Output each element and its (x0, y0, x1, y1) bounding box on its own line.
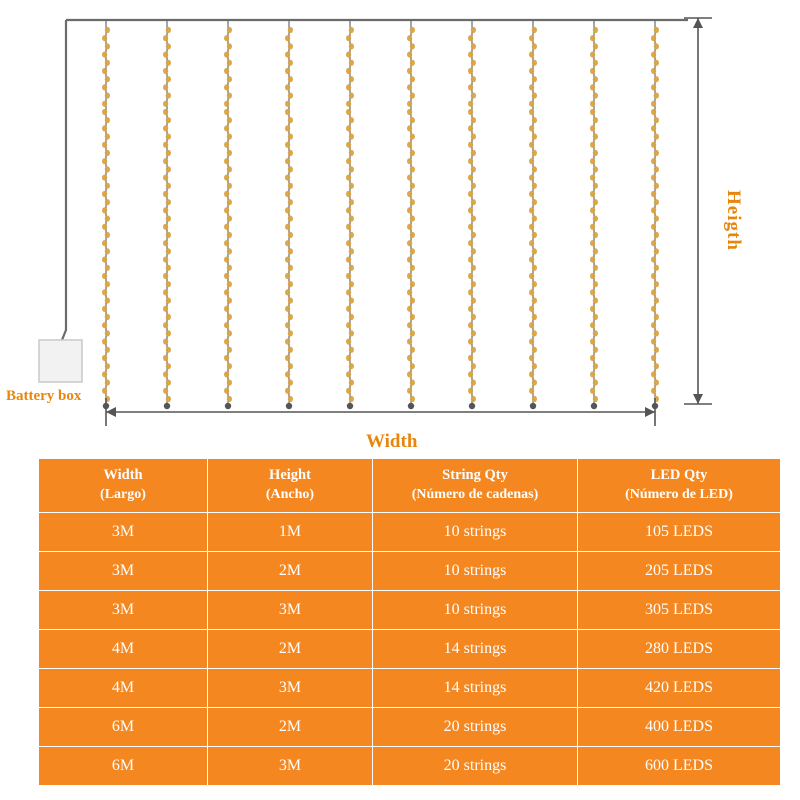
battery-box-label: Battery box (6, 388, 82, 404)
cell-width: 3M (39, 513, 208, 552)
cell-strings: 20 strings (373, 747, 578, 786)
header-width-en: Width (103, 467, 143, 483)
table-row (39, 513, 781, 552)
header-height-en: Height (269, 467, 311, 483)
width-label: Width (366, 431, 418, 452)
header-height-es: (Ancho) (265, 486, 315, 502)
cell-width: 4M (39, 669, 208, 708)
cell-width: 4M (39, 630, 208, 669)
cell-strings: 14 strings (373, 630, 578, 669)
cell-leds: 105 LEDS (578, 513, 781, 552)
header-led-qty (578, 459, 781, 513)
cell-leds: 420 LEDS (578, 669, 781, 708)
cell-height: 3M (208, 591, 373, 630)
header-width-es: (Largo) (100, 486, 146, 502)
table-header-row (39, 459, 781, 513)
cell-leds: 600 LEDS (578, 747, 781, 786)
height-label: Heigth (723, 190, 744, 251)
cell-width: 6M (39, 708, 208, 747)
cell-height: 3M (208, 669, 373, 708)
header-width (39, 459, 208, 513)
cell-leds: 400 LEDS (578, 708, 781, 747)
cell-width: 3M (39, 552, 208, 591)
table-row (39, 708, 781, 747)
cell-strings: 20 strings (373, 708, 578, 747)
header-string-qty (373, 459, 578, 513)
table-row (39, 552, 781, 591)
cell-height: 2M (208, 708, 373, 747)
light-strings (102, 20, 659, 409)
cell-height: 1M (208, 513, 373, 552)
cell-width: 3M (39, 591, 208, 630)
width-dimension (106, 398, 655, 426)
table-row (39, 591, 781, 630)
cell-strings: 10 strings (373, 591, 578, 630)
cell-height: 3M (208, 747, 373, 786)
cell-height: 2M (208, 552, 373, 591)
table-row (39, 747, 781, 786)
header-string-qty-en: String Qty (442, 467, 508, 483)
cell-strings: 14 strings (373, 669, 578, 708)
cell-width: 6M (39, 747, 208, 786)
table-row (39, 669, 781, 708)
cell-leds: 305 LEDS (578, 591, 781, 630)
specification-table (38, 458, 781, 786)
header-height (208, 459, 373, 513)
height-dimension (684, 18, 712, 404)
lead-wire (60, 20, 66, 345)
cell-leds: 280 LEDS (578, 630, 781, 669)
table-row (39, 630, 781, 669)
cell-strings: 10 strings (373, 513, 578, 552)
cell-height: 2M (208, 630, 373, 669)
cell-leds: 205 LEDS (578, 552, 781, 591)
cell-strings: 10 strings (373, 552, 578, 591)
header-string-qty-es: (Número de cadenas) (411, 486, 539, 502)
header-led-qty-es: (Número de LED) (625, 486, 733, 502)
header-led-qty-en: LED Qty (650, 467, 708, 483)
battery-box (39, 340, 82, 382)
